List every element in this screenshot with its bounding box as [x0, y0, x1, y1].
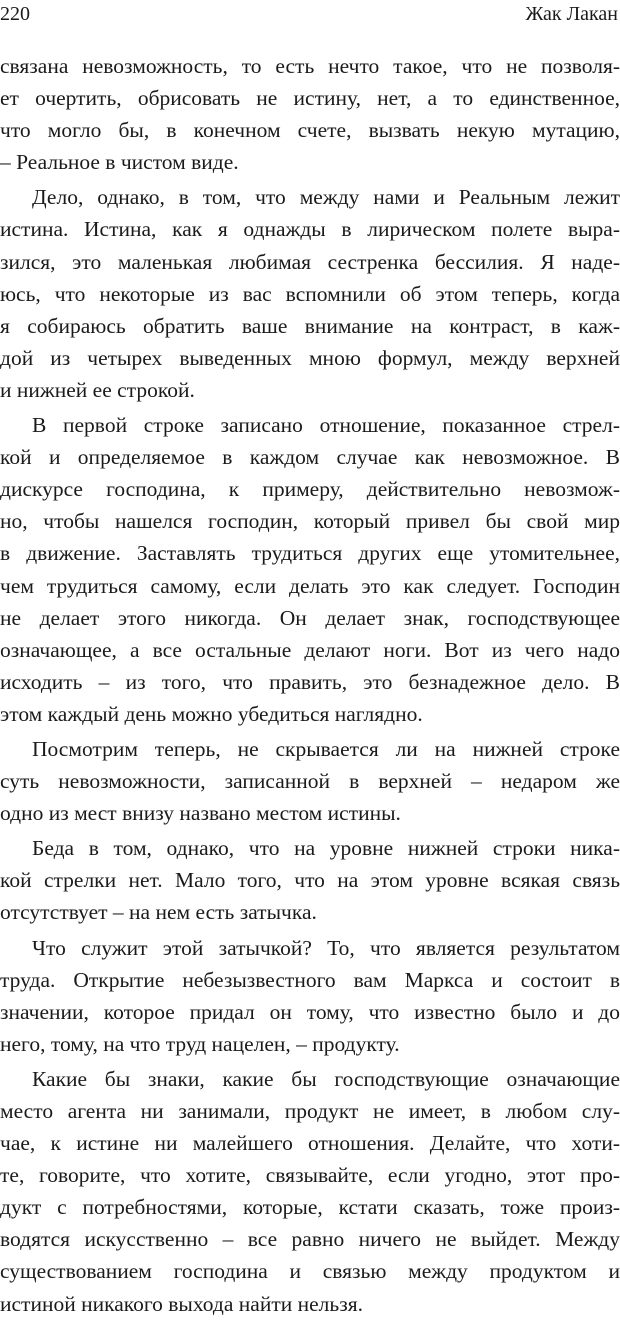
text-line: место агента ни занимали, продукт не имеет, в любом слу- — [0, 1099, 620, 1123]
text-line: Беда в том, однако, что на уровне нижней строки ника- — [32, 836, 620, 861]
paragraph — [0, 50, 620, 178]
paragraph — [0, 932, 620, 1060]
text-line: этом каждый день можно убедиться наглядно. — [0, 701, 423, 726]
text-line: отсутствует – на нем есть затычка. — [0, 900, 317, 925]
text-line: труда. Открытие небезызвестного вам Маркса и состоит в — [0, 967, 620, 992]
text-line: водятся искусственно – все равно ничего не выйдет. Между — [0, 1227, 620, 1252]
text-line: Дело, однако, в том, что между нами и Реальным лежит — [32, 185, 620, 210]
text-line: него, тому, на что труд нацелен, – продукту. — [0, 1031, 400, 1056]
text-line: Что служит этой затычкой? То, что является результатом — [32, 935, 620, 960]
text-line: я собираюсь обратить ваше внимание на контраст, в каж- — [0, 313, 620, 338]
text-line: одно из мест внизу названо местом истины. — [0, 801, 401, 826]
text-line: юсь, что некоторые из вас вспомнили об этом теперь, когда — [0, 281, 620, 306]
running-head — [0, 0, 618, 28]
text-line: В первой строке записано отношение, показанное стрел- — [32, 413, 620, 438]
text-line: в движение. Заставлять трудиться других еще утомительнее, — [0, 541, 620, 566]
paragraph — [0, 409, 620, 730]
running-head-author: Жак Лакан — [525, 3, 618, 25]
text-line: истина. Истина, как я однажды в лирическом полете выра- — [0, 217, 620, 242]
text-line: дой из четырех выведенных мною формул, между верхней — [0, 345, 620, 370]
text-line: дискурсе господина, к примеру, действительно невозмож- — [0, 477, 620, 502]
body-text — [0, 50, 620, 1320]
text-line: чае, к истине ни малейшего отношения. Делайте, что хоти- — [0, 1131, 620, 1156]
text-line: зился, это маленькая любимая сестренка бессилия. Я наде- — [0, 249, 620, 274]
text-line: – Реальное в чистом виде. — [0, 150, 239, 175]
text-line: кой и определяемое в каждом случае как невозможное. В — [0, 445, 620, 470]
text-line: кой стрелки нет. Мало того, что на этом уровне всякая связь — [0, 868, 620, 893]
page-number: 220 — [0, 3, 30, 25]
text-line: не делает этого никогда. Он делает знак, господствующее — [0, 605, 620, 630]
text-line: те, говорите, что хотите, связывайте, если угодно, этот про- — [0, 1163, 620, 1188]
text-line: дукт с потребностями, которые, кстати сказать, тоже произ- — [0, 1195, 620, 1220]
text-line: чем трудиться самому, если делать это как следует. Господин — [0, 573, 620, 598]
text-line: значении, которое придал он тому, что известно было и до — [0, 999, 620, 1024]
text-line: существованием господина и связью между продуктом и — [0, 1259, 620, 1284]
paragraph — [0, 832, 620, 928]
text-line: суть невозможности, записанной в верхней – недаром же — [0, 769, 620, 794]
paragraph — [0, 1063, 620, 1320]
text-line: означающее, а все остальные делают ноги. Вот из чего надо — [0, 637, 620, 662]
text-line: ет очертить, обрисовать не истину, нет, а то единственное, — [0, 86, 620, 111]
text-line: связана невозможность, то есть нечто такое, что не позволя- — [0, 54, 620, 78]
text-line: Какие бы знаки, какие бы господствующие означающие — [32, 1066, 620, 1091]
text-line: но, чтобы нашелся господин, который привел бы свой мир — [0, 509, 620, 534]
paragraph — [0, 733, 620, 829]
text-line: и нижней ее строкой. — [0, 377, 195, 402]
paragraph — [0, 181, 620, 406]
text-line: исходить – из того, что править, это безнадежное дело. В — [0, 669, 620, 694]
text-line: Посмотрим теперь, не скрывается ли на нижней строке — [32, 736, 620, 761]
text-line: истиной никакого выхода найти нельзя. — [0, 1291, 363, 1316]
text-line: что могло бы, в конечном счете, вызвать некую мутацию, — [0, 118, 620, 143]
